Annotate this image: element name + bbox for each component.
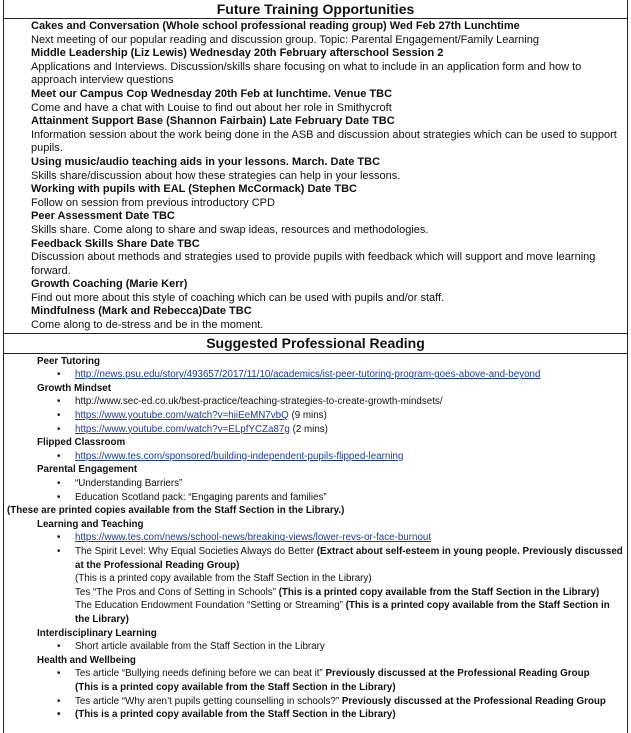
category-interdisciplinary: Interdisciplinary Learning bbox=[37, 627, 157, 639]
newsletter-page bbox=[3, 0, 628, 733]
event-heading: Feedback Skills Share Date TBC bbox=[31, 237, 200, 250]
list-item bbox=[75, 409, 623, 423]
event-heading: Peer Assessment Date TBC bbox=[31, 210, 175, 223]
list bbox=[37, 368, 623, 382]
event-heading: Meet our Campus Cop Wednesday 20th Feb at lunchtime. Venue TBC bbox=[31, 87, 393, 100]
event-body: Follow on session from previous introductory CPD bbox=[31, 196, 275, 209]
flipped-classroom-link[interactable]: https://www.tes.com/sponsored/building-independent-pupils-flipped-learning bbox=[75, 450, 404, 462]
tes-setting-title: Tes “The Pros and Cons of Setting in Schools” bbox=[75, 586, 279, 598]
counselling-article-title: Tes article “Why aren’t pupils getting counselling in schools?” bbox=[75, 695, 342, 707]
list bbox=[37, 531, 623, 626]
category-flipped-classroom: Flipped Classroom bbox=[37, 437, 126, 449]
event-body: Next meeting of our popular reading and discussion group. Topic: Parental Engagement/Family Learning bbox=[31, 33, 539, 46]
list-item: • Short article available from the Staff Section in the Library bbox=[75, 640, 623, 654]
event-body: Skills share. Come along to share and swap ideas, resources and methodologies. bbox=[31, 223, 429, 236]
event-body: Find out more about this style of coaching which can be used with pupils and/or staff. bbox=[31, 291, 445, 304]
category-peer-tutoring: Peer Tutoring bbox=[37, 355, 100, 367]
spirit-level-title: The Spirit Level: Why Equal Societies Always do Better bbox=[75, 545, 317, 557]
bullying-article-note: Previously discussed at the Professional Reading Group bbox=[325, 668, 590, 680]
list bbox=[37, 395, 623, 436]
event-body: Discussion about methods and strategies used to provide pupils with feedback which will support and move learning forward. bbox=[31, 251, 596, 277]
list bbox=[37, 640, 623, 654]
list-item bbox=[75, 695, 623, 709]
counselling-article-note: Previously discussed at the Professional Reading Group bbox=[341, 695, 606, 707]
event-heading: Mindfulness (Mark and Rebecca)Date TBC bbox=[31, 305, 252, 318]
list-item: • “Understanding Barriers” bbox=[75, 477, 623, 491]
eef-note: (This is a printed copy available from the Staff Section in the Library) bbox=[75, 600, 610, 625]
list-item bbox=[75, 531, 623, 545]
event-body: Skills share/discussion about how these strategies can help in your lessons. bbox=[31, 169, 401, 182]
event-heading: Cakes and Conversation (Whole school professional reading group) Wed Feb 27th Lunchtime bbox=[31, 20, 520, 32]
list-item bbox=[75, 423, 623, 437]
bullying-article-title: Tes article “Bullying needs defining before we can beat it” bbox=[75, 668, 326, 680]
list bbox=[37, 667, 623, 721]
eef-title: The Education Endowment Foundation “Setting or Streaming” bbox=[75, 600, 346, 612]
list-item bbox=[75, 395, 623, 409]
professional-reading-section bbox=[4, 354, 627, 722]
eef-article bbox=[75, 599, 623, 626]
video-duration: (9 mins) bbox=[288, 410, 327, 422]
growth-mindset-video-link-2[interactable]: https://www.youtube.com/watch?v=ELpfYCZa87g bbox=[75, 423, 290, 435]
professional-reading-heading: Suggested Professional Reading bbox=[4, 333, 627, 354]
event-body: Come and have a chat with Louise to find out about her role in Smithycroft bbox=[31, 101, 392, 114]
list-item: • (This is a printed copy available from the Staff Section in the Library) bbox=[75, 708, 623, 722]
list-item bbox=[75, 545, 623, 627]
event-body: Information session about the work being done in the ASB and discussion about strategies which can be used to support pupils. bbox=[31, 128, 617, 155]
event-heading: Growth Coaching (Marie Kerr) bbox=[31, 278, 188, 291]
event-heading: Attainment Support Base (Shannon Fairbain) Late February Date TBC bbox=[31, 115, 395, 128]
list-item bbox=[75, 667, 623, 694]
event-body: Come along to de-stress and be in the moment. bbox=[31, 319, 264, 332]
tes-setting-note: (This is a printed copy available from the Staff Section in the Library) bbox=[278, 586, 600, 598]
category-parental-engagement: Parental Engagement bbox=[37, 464, 138, 476]
peer-tutoring-link[interactable]: http://news.psu.edu/story/493657/2017/11/10/academics/ist-peer-tutoring-program-goes-above-and-beyond bbox=[75, 369, 541, 381]
printed-copy-note: (This is a printed copy available from the Staff Section in the Library) bbox=[75, 681, 396, 693]
growth-mindset-link-1[interactable]: http://www.sec-ed.co.uk/best-practice/teaching-strategies-to-create-growth-mindsets/ bbox=[75, 396, 443, 408]
event-heading: Middle Leadership (Liz Lewis) Wednesday 20th February afterschool Session 2 bbox=[31, 47, 444, 60]
list-item bbox=[75, 368, 623, 382]
list bbox=[37, 450, 623, 464]
category-health-wellbeing: Health and Wellbeing bbox=[37, 654, 136, 666]
category-growth-mindset: Growth Mindset bbox=[37, 382, 112, 394]
learning-teaching-link[interactable]: https://www.tes.com/news/school-news/breaking-views/lower-revs-or-face-burnout bbox=[75, 532, 432, 544]
list-item bbox=[75, 450, 623, 464]
printed-copy-note: (This is a printed copy available from the Staff Section in the Library) bbox=[75, 573, 372, 585]
event-heading: Using music/audio teaching aids in your lessons. March. Date TBC bbox=[31, 155, 381, 168]
event-body: Applications and Interviews. Discussion/skills share focusing on what to include in an application form and how to approach interview questions bbox=[31, 60, 582, 87]
future-training-heading: Future Training Opportunities bbox=[4, 0, 627, 19]
list-item: • Education Scotland pack: “Engaging parents and families” bbox=[75, 491, 623, 505]
event-heading: Working with pupils with EAL (Stephen McCormack) Date TBC bbox=[31, 183, 357, 196]
future-training-section bbox=[4, 19, 627, 333]
spirit-level-note: (Extract about self-esteem in young people. Previously discussed at the Professional Reading Group) bbox=[75, 545, 623, 571]
video-duration: (2 mins) bbox=[289, 423, 328, 435]
growth-mindset-video-link-1[interactable]: https://www.youtube.com/watch?v=hiiEeMN7vbQ bbox=[75, 410, 289, 422]
printed-copies-note: (These are printed copies available from the Staff Section in the Library.) bbox=[7, 505, 345, 517]
list bbox=[37, 477, 623, 504]
tes-setting-article bbox=[75, 586, 623, 600]
category-learning-teaching: Learning and Teaching bbox=[37, 518, 144, 530]
